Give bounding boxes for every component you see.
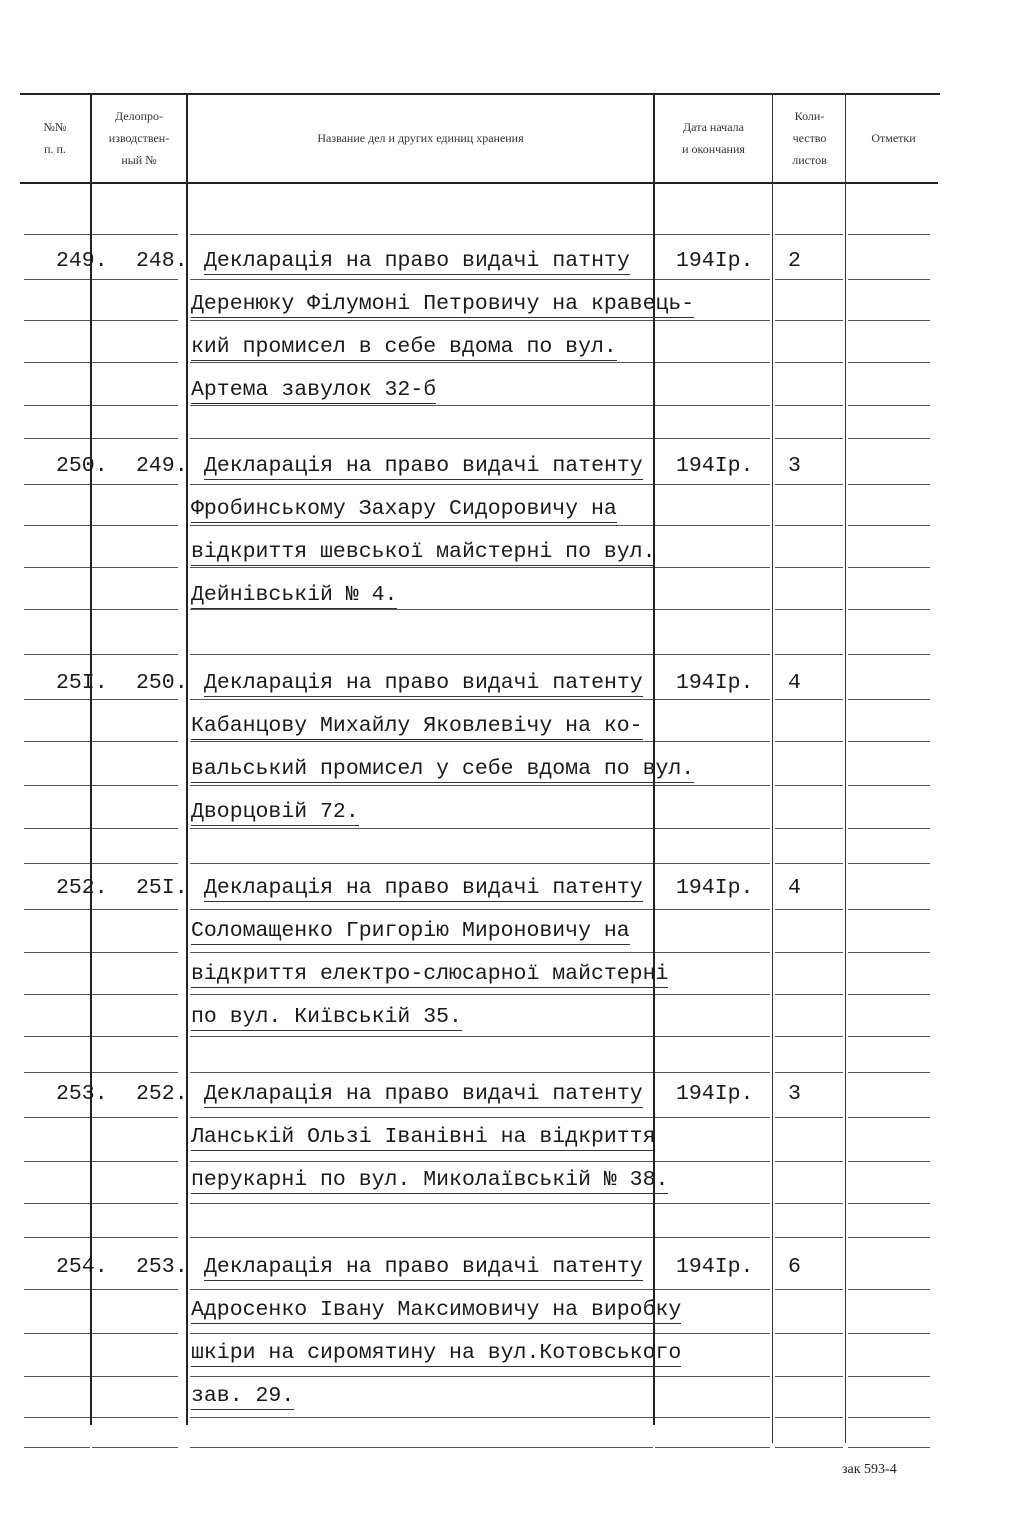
ruled-line: [848, 405, 930, 406]
ruled-line: [24, 952, 90, 953]
ruled-line: [24, 405, 90, 406]
record-date: 194Iр.: [676, 671, 754, 695]
ruled-line: [92, 741, 178, 742]
ruled-line: [190, 320, 653, 321]
ruled-line: [24, 909, 90, 910]
record-title-line: Артема завулок 32-б: [191, 378, 437, 402]
ruled-line: [775, 1203, 843, 1204]
ruled-line: [190, 1447, 653, 1448]
ruled-line: [655, 1036, 770, 1037]
ruled-line: [190, 699, 653, 700]
record-sheet-count: 2: [788, 249, 801, 273]
ruled-line: [655, 484, 770, 485]
ruled-line: [190, 1161, 653, 1162]
ruled-line: [24, 567, 90, 568]
record-title-line: Декларація на право видачі патенту: [204, 1082, 643, 1106]
ruled-line: [655, 994, 770, 995]
record-sheet-count: 3: [788, 1082, 801, 1106]
record-number: 250.: [56, 454, 108, 478]
record-title-line: Декларація на право видачі патенту: [204, 876, 643, 900]
record-sheet-count: 3: [788, 454, 801, 478]
ruled-line: [848, 1417, 930, 1418]
ruled-line: [775, 279, 843, 280]
header-col-dates: Дата начала и окончания: [682, 120, 745, 156]
ruled-line: [190, 1203, 653, 1204]
ruled-line: [24, 1161, 90, 1162]
ruled-line: [848, 1161, 930, 1162]
ruled-line: [92, 405, 178, 406]
ruled-line: [92, 1417, 178, 1418]
ruled-line: [92, 234, 178, 235]
record-title-line: зав. 29.: [191, 1384, 295, 1408]
ruled-line: [92, 525, 178, 526]
header-col-number: №№ п. п.: [43, 120, 67, 156]
ruled-line: [24, 279, 90, 280]
record-number: 253.: [56, 1082, 108, 1106]
ruled-line: [92, 1161, 178, 1162]
ruled-line: [92, 279, 178, 280]
ruled-line: [655, 1072, 770, 1073]
ruled-line: [848, 320, 930, 321]
ruled-line: [190, 1289, 653, 1290]
ruled-line: [190, 1117, 653, 1118]
ruled-line: [655, 1447, 770, 1448]
ruled-line: [775, 1289, 843, 1290]
ruled-line: [92, 1376, 178, 1377]
record-title-line: Дейнівській № 4.: [191, 583, 398, 607]
ruled-line: [775, 438, 843, 439]
ruled-line: [655, 320, 770, 321]
record-office-number: 25I.: [136, 876, 188, 900]
ruled-line: [655, 1161, 770, 1162]
ruled-line: [24, 785, 90, 786]
ruled-line: [655, 525, 770, 526]
record-sheet-count: 4: [788, 671, 801, 695]
ruled-line: [848, 654, 930, 655]
ruled-line: [848, 567, 930, 568]
record-number: 25I.: [56, 671, 108, 695]
header-col-title: Название дел и других единиц хранения: [317, 131, 524, 145]
ruled-line: [655, 234, 770, 235]
record-date: 194Iр.: [676, 1082, 754, 1106]
ruled-line: [655, 952, 770, 953]
record-office-number: 250.: [136, 671, 188, 695]
record-office-number: 249.: [136, 454, 188, 478]
record-date: 194Iр.: [676, 1255, 754, 1279]
ruled-line: [92, 699, 178, 700]
ruled-line: [775, 1072, 843, 1073]
record-title-line: Декларація на право видачі патнту: [204, 249, 630, 273]
ruled-line: [190, 1072, 653, 1073]
ruled-line: [24, 699, 90, 700]
ruled-line: [92, 484, 178, 485]
ruled-line: [190, 1237, 653, 1238]
ruled-line: [92, 909, 178, 910]
ruled-line: [24, 438, 90, 439]
ruled-line: [775, 525, 843, 526]
ruled-line: [775, 567, 843, 568]
record-date: 194Iр.: [676, 876, 754, 900]
ruled-line: [775, 1417, 843, 1418]
ruled-line: [848, 1447, 930, 1448]
ruled-line: [92, 654, 178, 655]
record-title-line: Кабанцову Михайлу Яковлевічу на ко-: [191, 714, 643, 738]
ruled-line: [775, 1447, 843, 1448]
ruled-line: [92, 1289, 178, 1290]
record-title-line: кий промисел в себе вдома по вул.: [191, 335, 617, 359]
ruled-line: [655, 1237, 770, 1238]
record-title-line: Адросенко Івану Максимовичу на виробку: [191, 1298, 682, 1322]
ruled-line: [92, 863, 178, 864]
record-title-line: Дворцовій 72.: [191, 800, 359, 824]
ruled-line: [190, 609, 653, 610]
header-col-notes: Отметки: [871, 131, 916, 145]
record-title-line: вальський промисел у себе вдома по вул.: [191, 757, 695, 781]
record-office-number: 253.: [136, 1255, 188, 1279]
ruled-line: [655, 1117, 770, 1118]
ruled-line: [848, 699, 930, 700]
ruled-line: [92, 1072, 178, 1073]
record-title-line: Декларація на право видачі патенту: [204, 671, 643, 695]
ruled-line: [775, 405, 843, 406]
ruled-line: [655, 699, 770, 700]
ruled-line: [92, 1237, 178, 1238]
ruled-line: [775, 1161, 843, 1162]
ruled-line: [24, 525, 90, 526]
ruled-line: [655, 362, 770, 363]
ruled-line: [655, 405, 770, 406]
ruled-line: [775, 320, 843, 321]
ruled-line: [775, 654, 843, 655]
ruled-line: [848, 525, 930, 526]
ruled-line: [92, 1203, 178, 1204]
ruled-line: [190, 1376, 653, 1377]
ruled-line: [848, 741, 930, 742]
record-sheet-count: 4: [788, 876, 801, 900]
ruled-line: [775, 1237, 843, 1238]
ruled-line: [190, 1333, 653, 1334]
ruled-line: [92, 362, 178, 363]
ruled-line: [24, 1117, 90, 1118]
record-title-line: Фробинському Захару Сидоровичу на: [191, 497, 617, 521]
ruled-line: [24, 741, 90, 742]
ruled-line: [655, 279, 770, 280]
ruled-line: [92, 320, 178, 321]
ruled-line: [848, 952, 930, 953]
ruled-line: [848, 438, 930, 439]
ruled-line: [24, 994, 90, 995]
ruled-line: [775, 828, 843, 829]
ruled-line: [655, 1289, 770, 1290]
ruled-line: [190, 405, 653, 406]
ruled-line: [190, 863, 653, 864]
ruled-line: [848, 863, 930, 864]
header-col-sheets: Коли- чество листов: [792, 109, 827, 167]
ruled-line: [24, 1447, 90, 1448]
ruled-line: [655, 863, 770, 864]
ruled-line: [655, 438, 770, 439]
ruled-line: [190, 525, 653, 526]
ruled-line: [92, 1447, 178, 1448]
ruled-line: [24, 234, 90, 235]
ruled-line: [24, 484, 90, 485]
ruled-line: [848, 828, 930, 829]
ruled-line: [190, 654, 653, 655]
ruled-line: [24, 362, 90, 363]
ruled-line: [775, 952, 843, 953]
ruled-line: [655, 609, 770, 610]
ruled-line: [848, 785, 930, 786]
record-date: 194Iр.: [676, 249, 754, 273]
ruled-line: [848, 234, 930, 235]
ruled-line: [92, 1333, 178, 1334]
record-sheet-count: 6: [788, 1255, 801, 1279]
ruled-line: [775, 1376, 843, 1377]
column-divider: [90, 93, 92, 1425]
ruled-line: [848, 279, 930, 280]
ruled-line: [24, 1289, 90, 1290]
ruled-line: [655, 1417, 770, 1418]
ruled-line: [848, 1237, 930, 1238]
record-number: 252.: [56, 876, 108, 900]
ruled-line: [775, 484, 843, 485]
ruled-line: [848, 1072, 930, 1073]
ruled-line: [775, 234, 843, 235]
ruled-line: [655, 654, 770, 655]
table-top-border: [20, 93, 940, 95]
ruled-line: [190, 828, 653, 829]
ruled-line: [848, 1289, 930, 1290]
ruled-line: [848, 1117, 930, 1118]
ruled-line: [848, 484, 930, 485]
record-office-number: 252.: [136, 1082, 188, 1106]
ruled-line: [848, 1036, 930, 1037]
ruled-line: [190, 1417, 653, 1418]
ruled-line: [92, 785, 178, 786]
record-number: 254.: [56, 1255, 108, 1279]
ruled-line: [775, 994, 843, 995]
ruled-line: [190, 279, 653, 280]
ruled-line: [775, 909, 843, 910]
record-title-line: відкриття шевської майстерні по вул.: [191, 540, 656, 564]
ruled-line: [190, 785, 653, 786]
ruled-line: [775, 1036, 843, 1037]
ruled-line: [190, 234, 653, 235]
record-title-line: відкриття електро-слюсарної майстерні: [191, 962, 669, 986]
record-title-line: Ланській Ользі Іванівні на відкриття: [191, 1125, 656, 1149]
ruled-line: [92, 1036, 178, 1037]
ruled-line: [24, 1237, 90, 1238]
record-title-line: по вул. Київській 35.: [191, 1005, 462, 1029]
ruled-line: [24, 1376, 90, 1377]
column-divider: [845, 93, 846, 1443]
ruled-line: [848, 362, 930, 363]
ruled-line: [24, 609, 90, 610]
ruled-line: [775, 1117, 843, 1118]
ruled-line: [24, 1072, 90, 1073]
header-col-office-number: Делопро- изводствен- ный №: [108, 109, 170, 167]
ruled-line: [190, 484, 653, 485]
ruled-line: [775, 1333, 843, 1334]
ruled-line: [190, 567, 653, 568]
ruled-line: [24, 1333, 90, 1334]
ruled-line: [190, 909, 653, 910]
ruled-line: [92, 609, 178, 610]
ruled-line: [775, 699, 843, 700]
ruled-line: [775, 609, 843, 610]
ruled-line: [655, 741, 770, 742]
ruled-line: [190, 994, 653, 995]
ruled-line: [775, 741, 843, 742]
ruled-line: [848, 994, 930, 995]
ruled-line: [848, 1203, 930, 1204]
ruled-line: [24, 1417, 90, 1418]
ruled-line: [775, 362, 843, 363]
ruled-line: [92, 567, 178, 568]
ruled-line: [655, 567, 770, 568]
ruled-line: [24, 1036, 90, 1037]
ruled-line: [190, 741, 653, 742]
ruled-line: [24, 828, 90, 829]
header-bottom-border: [20, 182, 938, 184]
ruled-line: [775, 785, 843, 786]
ruled-line: [655, 785, 770, 786]
record-office-number: 248.: [136, 249, 188, 273]
ruled-line: [655, 1376, 770, 1377]
ruled-line: [655, 909, 770, 910]
ruled-line: [92, 994, 178, 995]
ruled-line: [24, 863, 90, 864]
ruled-line: [655, 1333, 770, 1334]
ruled-line: [775, 863, 843, 864]
record-title-line: шкіри на сиромятину на вул.Котовського: [191, 1341, 682, 1365]
record-title-line: перукарні по вул. Миколаївській № 38.: [191, 1168, 669, 1192]
ruled-line: [190, 952, 653, 953]
record-title-line: Декларація на право видачі патенту: [204, 454, 643, 478]
record-date: 194Iр.: [676, 454, 754, 478]
print-order-number: зак 593-4: [842, 1462, 897, 1477]
ruled-line: [24, 320, 90, 321]
column-divider: [772, 93, 773, 1443]
ruled-line: [24, 1203, 90, 1204]
ruled-line: [190, 1036, 653, 1037]
ruled-line: [92, 438, 178, 439]
record-title-line: Деренюку Філумоні Петровичу на кравець-: [191, 292, 695, 316]
ruled-line: [92, 828, 178, 829]
ruled-line: [655, 1203, 770, 1204]
ruled-line: [848, 1376, 930, 1377]
ruled-line: [848, 1333, 930, 1334]
ruled-line: [92, 952, 178, 953]
ruled-line: [655, 828, 770, 829]
ruled-line: [24, 654, 90, 655]
ruled-line: [92, 1117, 178, 1118]
ruled-line: [190, 438, 653, 439]
record-title-line: Декларація на право видачі патенту: [204, 1255, 643, 1279]
record-number: 249.: [56, 249, 108, 273]
record-title-line: Соломащенко Григорію Мироновичу на: [191, 919, 630, 943]
ruled-line: [848, 909, 930, 910]
ruled-line: [848, 609, 930, 610]
column-divider: [186, 93, 188, 1425]
ruled-line: [190, 362, 653, 363]
